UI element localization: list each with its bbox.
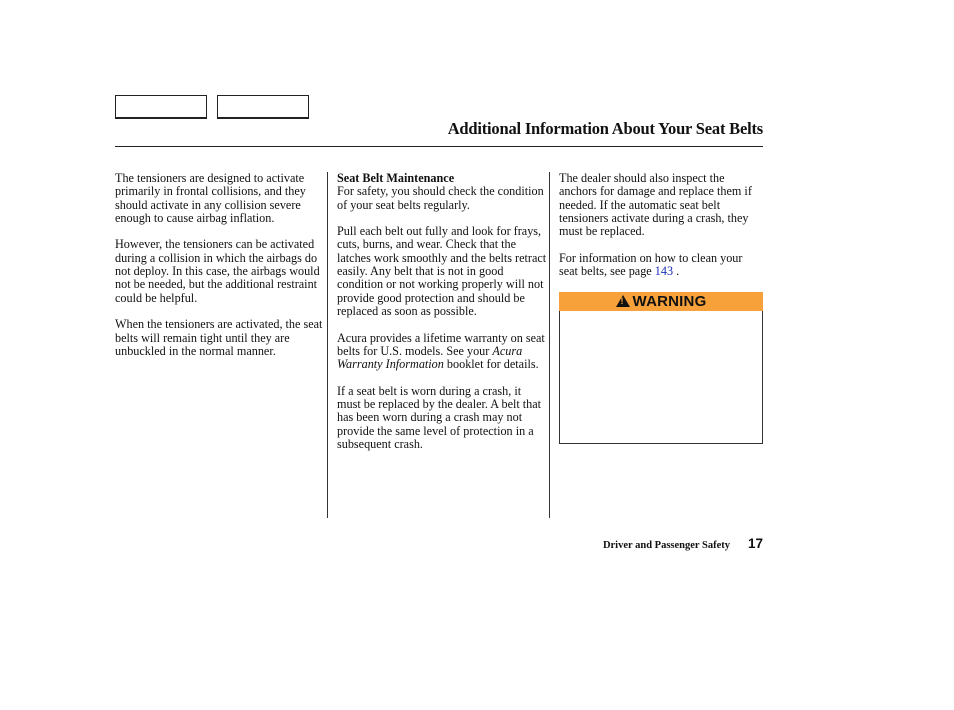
column-divider [549, 172, 550, 518]
warning-header [559, 292, 763, 311]
text-column-1 [115, 172, 325, 371]
page-number: 17 [747, 536, 763, 551]
paragraph: Pull each belt out fully and look for frays, cuts, burns, and wear. Check that the latches work smoothly and the belts retract easily. Any belt that is not in good condition or not working properly will not provide good protection and should be replaced as soon as possible. [337, 224, 547, 318]
section-heading: Seat Belt Maintenance [337, 171, 455, 185]
warranty-booklet-title: Acura Warranty Information [337, 343, 523, 372]
paragraph [337, 332, 547, 372]
page-title: Additional Information About Your Seat Belts [447, 119, 763, 138]
paragraph-text: booklet for details. [446, 357, 539, 372]
text-column-3 [559, 172, 764, 292]
title-divider [115, 146, 763, 147]
nav-button-next[interactable] [217, 95, 309, 118]
nav-button-prev[interactable] [115, 95, 207, 118]
paragraph: The tensioners are designed to activate primarily in frontal collisions, and they should activate in any collision severe enough to cause airbag inflation. [115, 171, 306, 225]
page-reference-link[interactable]: 143 [654, 264, 674, 279]
text-column-2 [337, 172, 547, 465]
paragraph: The dealer should also inspect the anchors for damage and replace them if needed. If the automatic seat belt tensioners activate during a crash, they must be replaced. [559, 171, 752, 239]
paragraph: However, the tensioners can be activated during a collision in which the airbags do not deploy. In this case, the airbags would not be needed, but the additional restraint could be helpful. [115, 237, 320, 305]
column-divider [327, 172, 328, 518]
paragraph-text: For information on how to clean your seat belts, see page [559, 250, 743, 279]
warning-box [559, 292, 763, 444]
paragraph-text: For safety, you should check the condition of your seat belts regularly. [337, 184, 544, 212]
paragraph-text: Acura provides a lifetime warranty on seat belts for U.S. models. See your [337, 330, 545, 358]
footer-section-title: Driver and Passenger Safety [602, 540, 730, 551]
paragraph-text: . [676, 264, 680, 279]
paragraph: If a seat belt is worn during a crash, it must be replaced by the dealer. A belt that has been worn during a crash may not provide the same level of protection in a subsequent crash. [337, 383, 542, 451]
warning-triangle-icon [616, 295, 630, 307]
warning-label: WARNING [632, 293, 707, 310]
paragraph: When the tensioners are activated, the seat belts will remain tight until they are unbuckled in the normal manner. [115, 317, 323, 358]
maintenance-section [337, 172, 547, 212]
paragraph [559, 252, 764, 279]
